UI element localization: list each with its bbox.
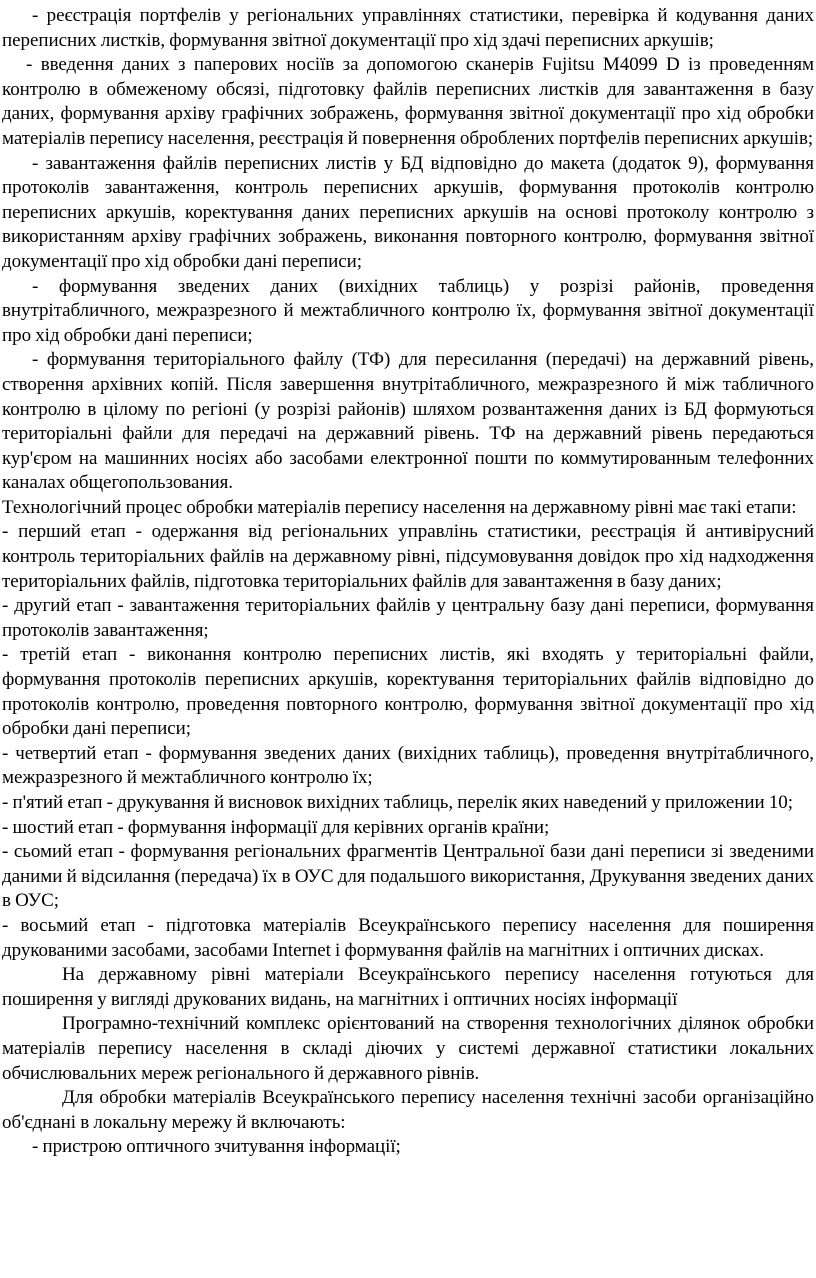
- bullet-summary-data: - формування зведених даних (вихідних таблиць) у розрізі районів, проведення внутрітабличного, межразрезного й межтабличного контролю їх, формування звітної документації про хід обробки дані переписи;: [2, 275, 814, 346]
- stage-sixth: - шостий етап - формування інформації для керівних органів країни;: [2, 816, 550, 838]
- bullet-optical-readers: - пристрою оптичного зчитування інформації;: [32, 1136, 401, 1158]
- stage-second: - другий етап - завантаження територіальних файлів у центральну базу дані переписи, формування протоколів завантаження;: [2, 595, 814, 641]
- stage-fourth: - четвертий етап - формування зведених даних (вихідних таблиць), проведення внутрітабличного, межразрезного й межтабличного контролю їх;: [2, 742, 814, 789]
- bullet-file-loading: - завантаження файлів переписних листів у БД відповідно до макета (додаток 9), формування протоколів завантаження, контроль переписних аркушів, формування протоколів контролю переписних аркушів, коректування даних переписних аркушів на основі протоколу контролю з використанням архіву графічних зображень, виконання повторного контролю, формування звітної документації про хід обробки дані переписи;: [2, 152, 814, 272]
- stage-first: - перший етап - одержання від регіональних управлінь статистики, реєстрація й антивірусний контроль територіальних файлів на державному рівні, підсумовування довідок про хід надходження територіальних файлів, підготовка територіальних файлів для завантаження в базу даних;: [2, 521, 814, 592]
- stage-third: - третій етап - виконання контролю переписних листів, які входять у територіальні файли, формування протоколів переписних аркушів, коректування територіальних файлів відповідно до протоколів контролю, проведення повторного контролю, формування звітної документації про хід обробки дані переписи;: [2, 644, 814, 740]
- bullet-portfolio-registration: - реєстрація портфелів у регіональних управліннях статистики, перевірка й кодування даних переписних листків, формування звітної документації про хід здачі переписних аркушів;: [2, 5, 814, 51]
- paragraph-state-level-process: Технологічний процес обробки матеріалів перепису населення на державному рівні має такі етапи:: [2, 496, 797, 518]
- bullet-territorial-file: - формування територіального файлу (ТФ) для пересилання (передачі) на державний рівень, створення архівних копій. Після завершення внутрітабличного, межразрезного й між табличного контролю в цілому по регіоні (у розрізі районів) шляхом розвантаження даних із БД формуються територіальні файли для передачі на державний рівень. ТФ на державний рівень передаються кур'єром на машинних носіях або засобами електронної пошти по коммутированным телефонних каналах общегопользования.: [2, 349, 814, 494]
- bullet-data-entry-scanners: - введення даних з паперових носіїв за допомогою сканерів Fujitsu M4099 D із проведенням контролю в обмеженому обсязі, підготовку файлів переписних листків для завантаження в базу даних, формування архіву графічних зображень, формування звітної документації про хід обробки матеріалів перепису населення, реєстрація й повернення оброблених портфелів переписних аркушів;: [2, 54, 814, 149]
- paragraph-state-level-materials: На державному рівні матеріали Всеукраїнського перепису населення готуються для поширення у вигляді друкованих видань, на магнітних і оптичних носіях інформації: [2, 964, 814, 1010]
- stage-seventh: - сьомий етап - формування регіональних фрагментів Центральної бази дані переписи зі зведеними даними й відсилання (передача) їх в ОУС для подальшого використання, Друкування зведених даних в ОУС;: [2, 841, 814, 912]
- paragraph-technical-means: Для обробки матеріалів Всеукраїнського перепису населення технічні засоби організаційно об'єднані в локальну мережу й включають:: [2, 1087, 814, 1133]
- stage-fifth: - п'ятий етап - друкування й висновок вихідних таблиць, перелік яких наведений у приложении 10;: [2, 792, 793, 813]
- paragraph-hardware-software-complex: Програмно-технічний комплекс орієнтований на створення технологічних ділянок обробки матеріалів перепису населення в складі діючих у системі державної статистики локальних обчислювальних мереж регіонального й державного рівнів.: [2, 1013, 814, 1084]
- stage-eighth: - восьмий етап - підготовка матеріалів Всеукраїнського перепису населення для поширення друкованими засобами, засобами Internet і формування файлів на магнітних і оптичних дисках.: [2, 914, 814, 961]
